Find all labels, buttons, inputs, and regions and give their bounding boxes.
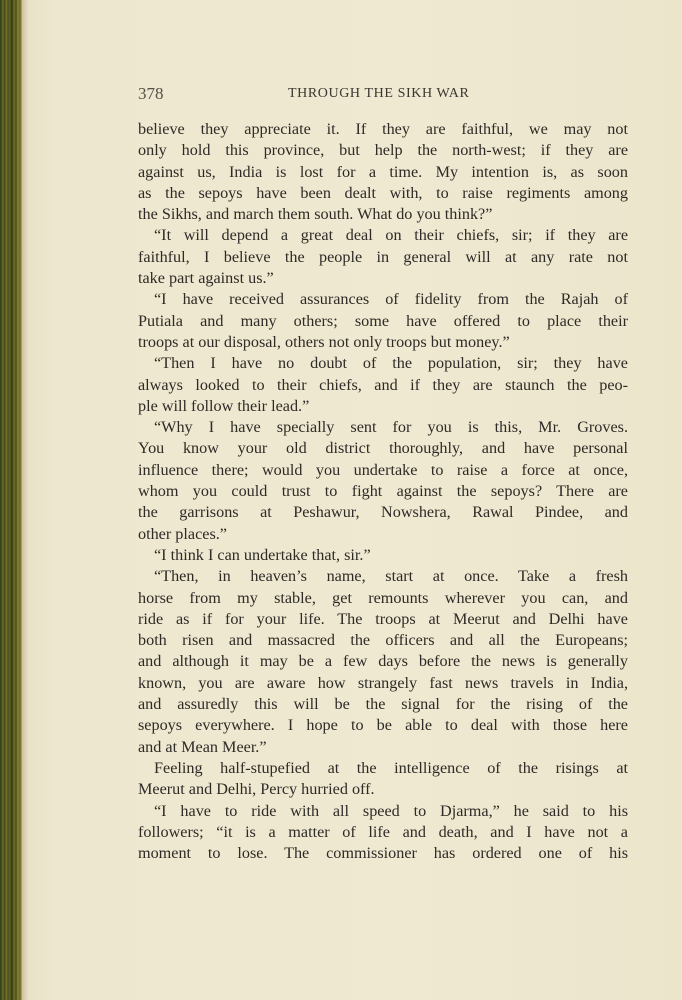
text-line: Feeling half-stupefied at the intelligence of the risings at: [154, 758, 628, 777]
text-line: “Then I have no doubt of the population, sir; they have: [154, 354, 628, 373]
text-line: as the sepoys have been dealt with, to raise regiments among: [138, 183, 628, 202]
running-title: THROUGH THE SIKH WAR: [288, 86, 470, 101]
page-number: 378: [138, 84, 164, 103]
text-line: and at Mean Meer.”: [138, 737, 267, 756]
text-line: “Then, in heaven’s name, start at once. Take a fresh: [154, 567, 628, 586]
text-line: influence there; would you undertake to raise a force at once,: [138, 460, 628, 479]
binding-edge: [22, 0, 28, 1000]
text-line: the Sikhs, and march them south. What do you think?”: [138, 205, 493, 224]
text-line: ple will follow their lead.”: [138, 396, 310, 415]
text-line: “I have received assurances of fidelity from the Rajah of: [154, 290, 628, 309]
text-line: against us, India is lost for a time. My intention is, as soon: [138, 162, 628, 181]
text-line: moment to lose. The commissioner has ordered one of his: [138, 844, 628, 863]
text-line: You know your old district thoroughly, and have personal: [138, 439, 628, 458]
text-line: both risen and massacred the officers and all the Europeans;: [138, 631, 628, 650]
text-line: believe they appreciate it. If they are faithful, we may not: [138, 120, 628, 138]
book-binding: [0, 0, 22, 1000]
text-line: sepoys everywhere. I hope to be able to deal with those here: [138, 716, 628, 735]
text-line: followers; “it is a matter of life and death, and I have not a: [138, 822, 628, 841]
text-line: Meerut and Delhi, Percy hurried off.: [138, 780, 375, 799]
text-line: Putiala and many others; some have offered to place their: [138, 311, 628, 330]
page-header: [138, 84, 628, 104]
text-line: and assuredly this will be the signal for the rising of the: [138, 695, 628, 714]
text-line: take part against us.”: [138, 269, 274, 288]
text-line: whom you could trust to fight against the sepoys? There are: [138, 482, 628, 501]
text-line: “I think I can undertake that, sir.”: [154, 545, 371, 564]
text-line: horse from my stable, get remounts wherever you can, and: [138, 588, 628, 607]
text-line: faithful, I believe the people in general will at any rate not: [138, 247, 628, 266]
text-line: “I have to ride with all speed to Djarma,” he said to his: [154, 801, 628, 820]
text-line: the garrisons at Peshawur, Nowshera, Rawal Pindee, and: [138, 503, 628, 522]
text-line: troops at our disposal, others not only troops but money.”: [138, 332, 510, 351]
text-line: other places.”: [138, 524, 227, 543]
text-line: “It will depend a great deal on their chiefs, sir; if they are: [154, 226, 628, 245]
text-line: ride as if for your life. The troops at Meerut and Delhi have: [138, 609, 628, 628]
text-line: always looked to their chiefs, and if they are staunch the peo-: [138, 375, 628, 394]
body-text: [138, 119, 628, 864]
text-line: only hold this province, but help the north-west; if they are: [138, 141, 628, 160]
text-line: “Why I have specially sent for you is this, Mr. Groves.: [154, 418, 628, 437]
text-line: known, you are aware how strangely fast news travels in India,: [138, 673, 628, 692]
text-line: and although it may be a few days before the news is generally: [138, 652, 628, 671]
